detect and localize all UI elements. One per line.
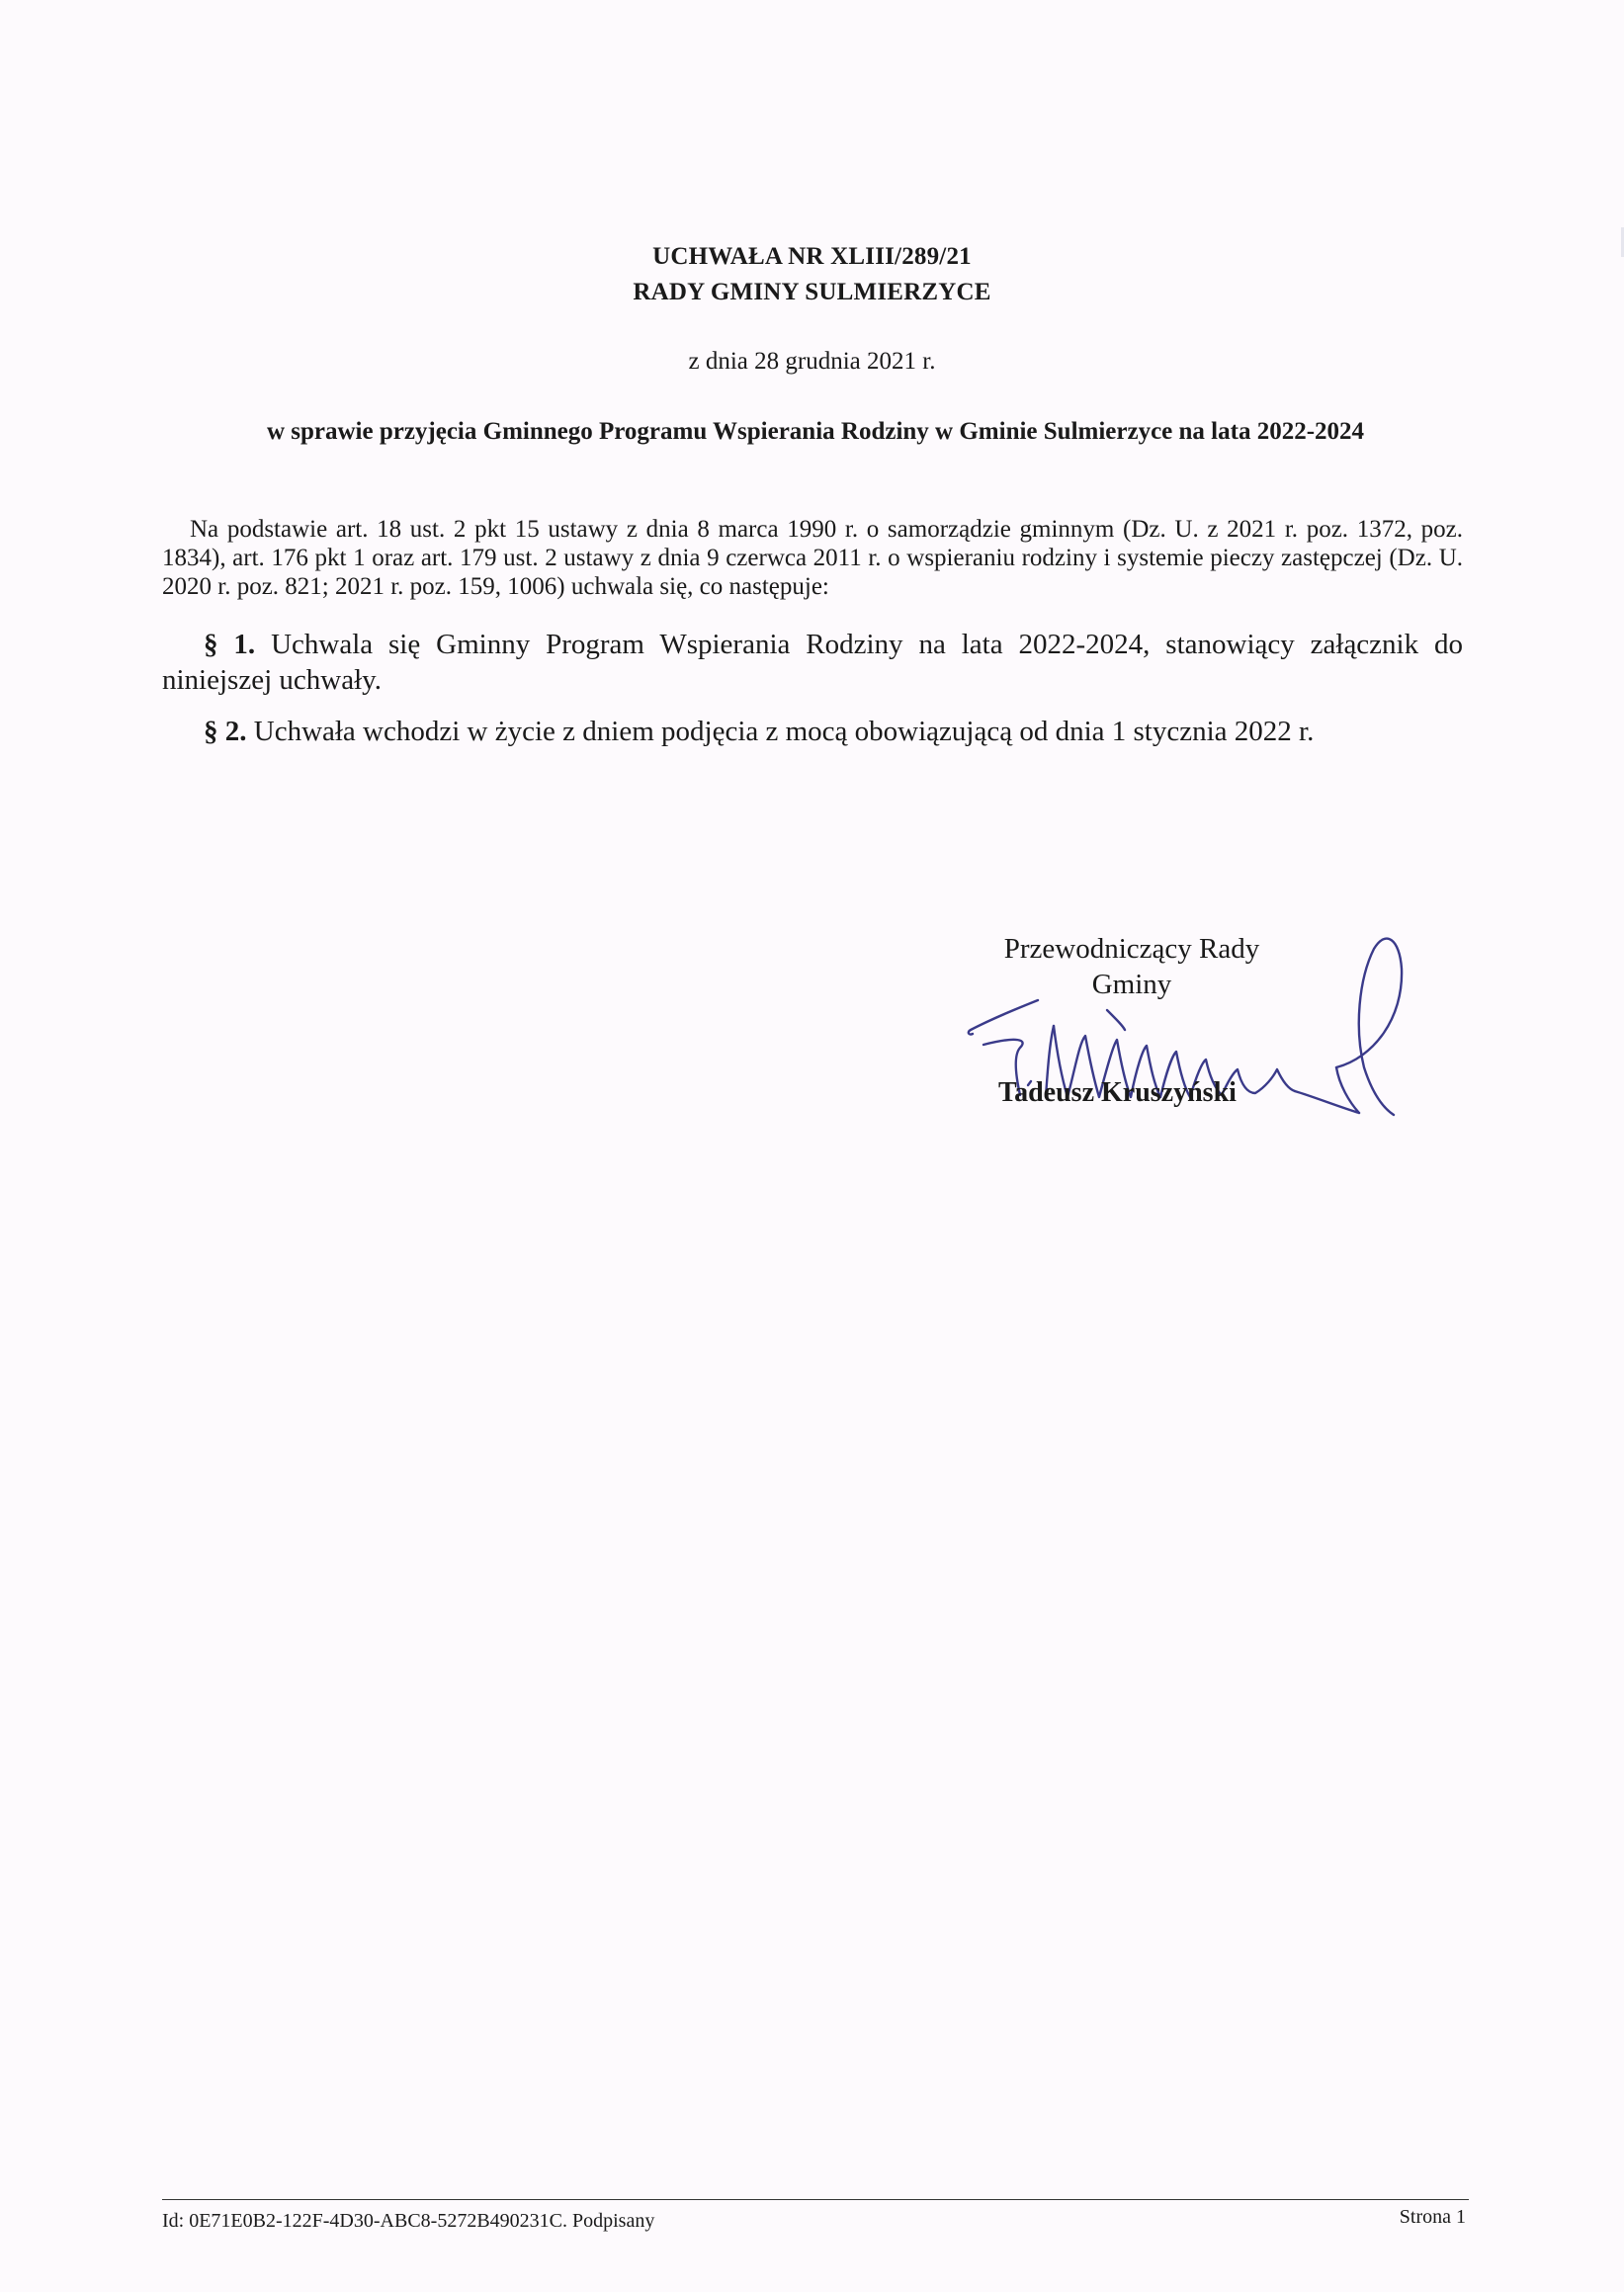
paragraph-2 <box>162 714 1463 749</box>
signatory-role: Przewodniczący Rady Gminy <box>1003 933 1260 1000</box>
paragraph-1-text: Uchwala się Gminny Program Wspierania Rodziny na lata 2022-2024, stanowiący załącznik do niniejszej uchwały. <box>162 629 1464 696</box>
paragraph-2-mark: § 2. <box>204 716 247 747</box>
resolution-number: UCHWAŁA NR XLIII/289/21 <box>652 243 972 270</box>
council-name: RADY GMINY SULMIERZYCE <box>633 279 991 305</box>
paragraph-1 <box>162 627 1463 698</box>
paragraph-2-text: Uchwała wchodzi w życie z dniem podjęcia z mocą obowiązującą od dnia 1 stycznia 2022 r. <box>253 716 1315 747</box>
document-id: Id: 0E71E0B2-122F-4D30-ABC8-5272B490231C. Podpisany <box>162 2210 655 2232</box>
footer-divider <box>162 2199 1469 2200</box>
paragraph-1-mark: § 1. <box>204 629 256 660</box>
legal-basis-preamble: Na podstawie art. 18 ust. 2 pkt 15 ustawy z dnia 8 marca 1990 r. o samorządzie gminnym (Dz. U. z 2021 r. poz. 1372, poz. 1834), art. 176 pkt 1 oraz art. 179 ust. 2 ustawy z dnia 9 czerwca 2011 r. o wspieraniu rodziny i systemie pieczy zastępczej (Dz. U. 2020 r. poz. 821; 2021 r. poz. 159, 1006) uchwala się, co następuje: <box>162 516 1463 600</box>
signatory-name: Tadeusz Kruszyński <box>998 1077 1237 1108</box>
resolution-date: z dnia 28 grudnia 2021 r. <box>688 348 936 375</box>
page-number: Strona 1 <box>1399 2206 1466 2228</box>
resolution-subject: w sprawie przyjęcia Gminnego Programu Wspierania Rodziny w Gminie Sulmierzyce na lata 2022-2024 <box>266 418 1365 445</box>
